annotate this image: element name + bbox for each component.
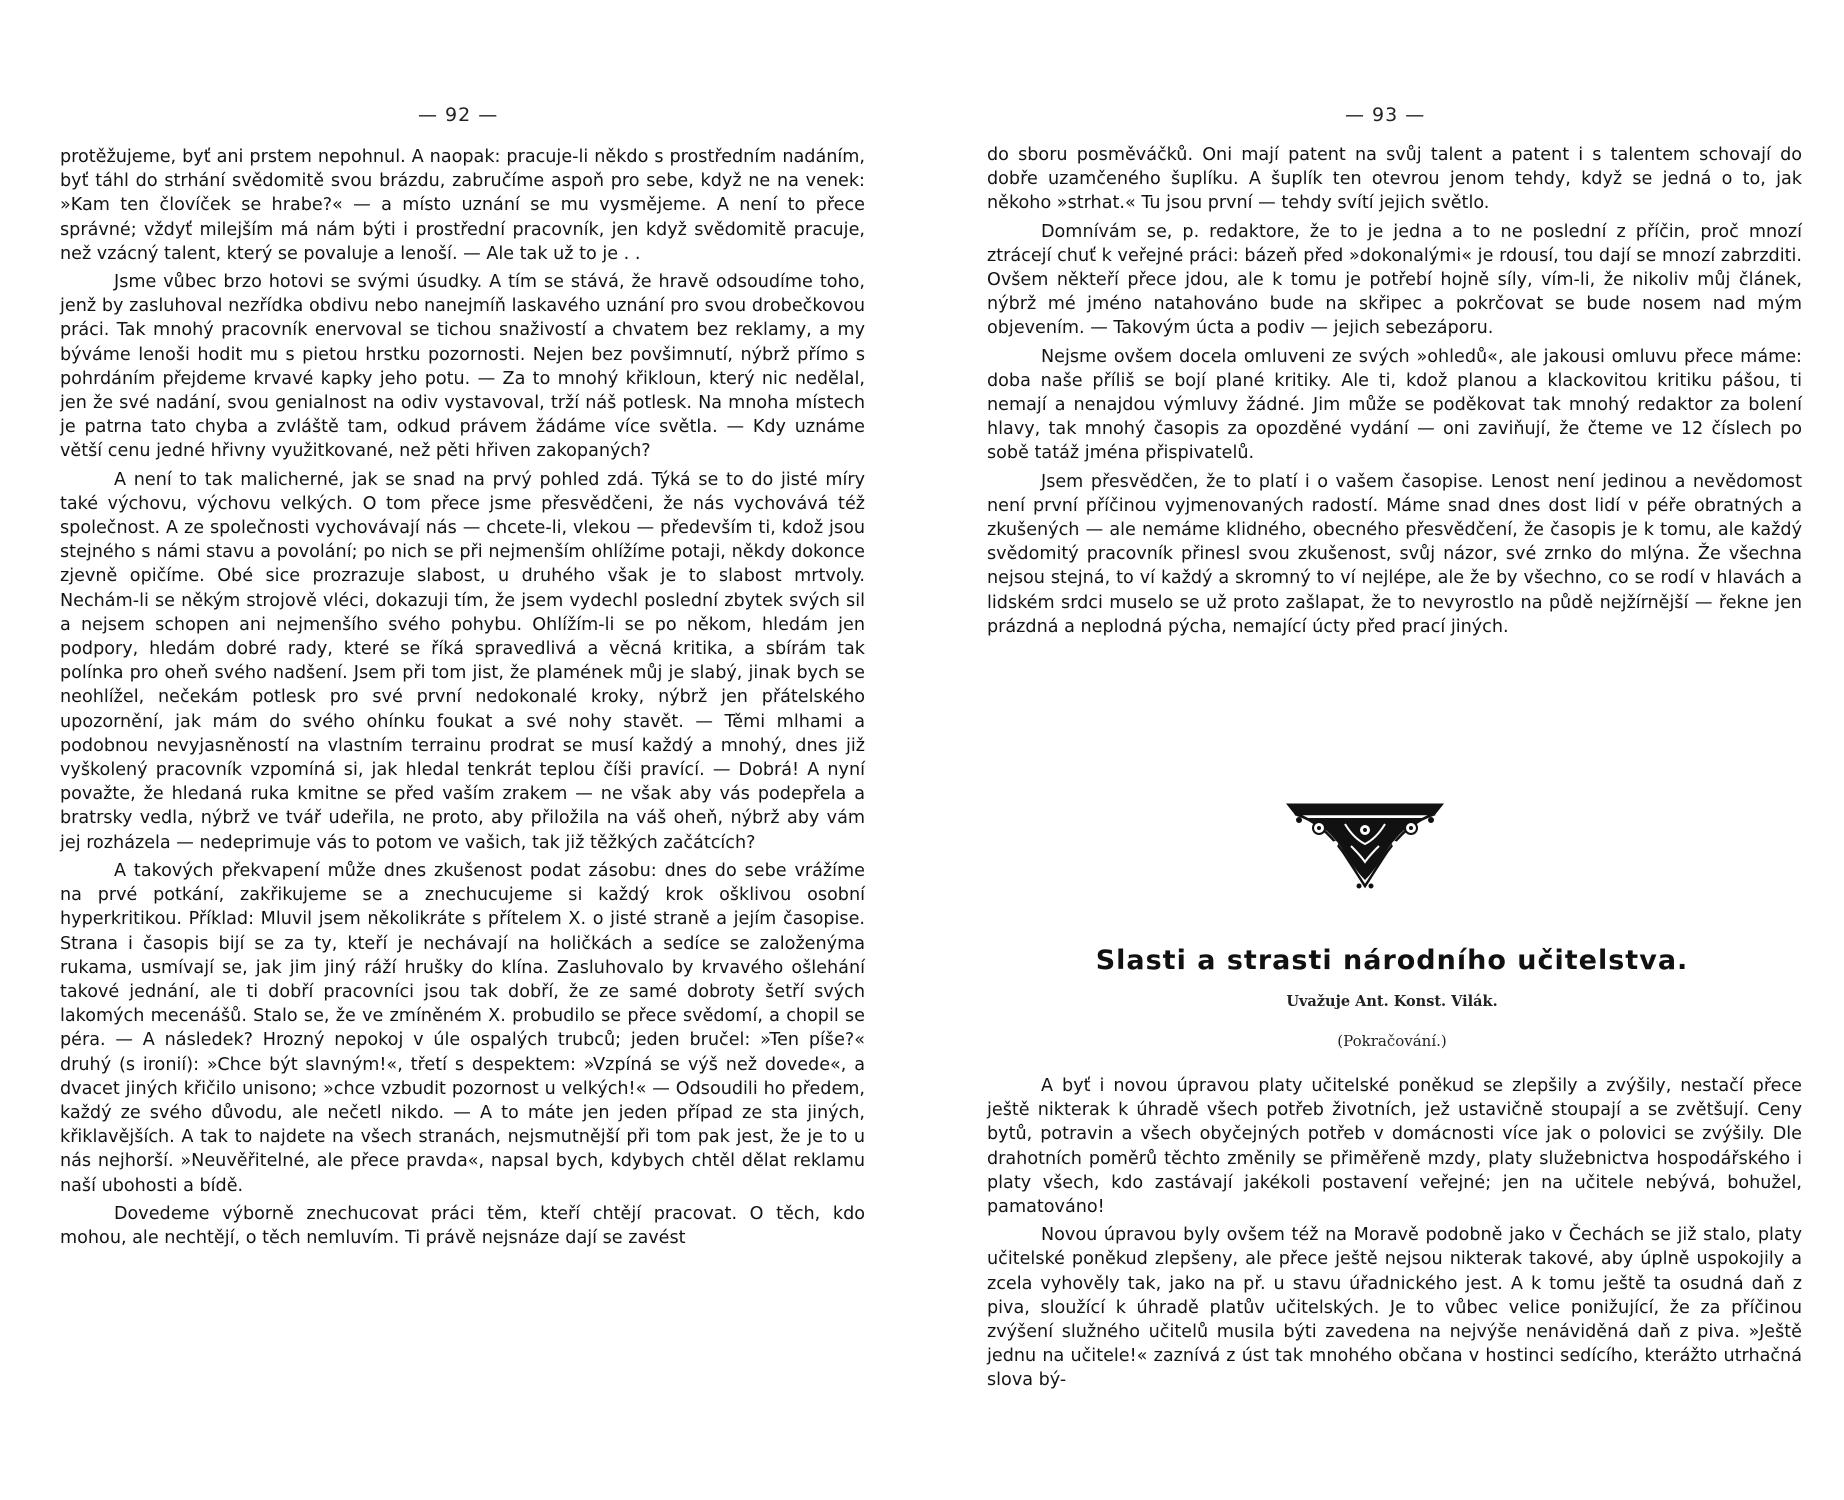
ornament-vignette [1285, 800, 1445, 890]
body-text [60, 145, 865, 1254]
paragraph: A byť i novou úpravou platy učitelské poněkud se zlepšily a zvýšily, nestačí přece ještě nikterak k úhradě všech potřeb životních, jež ustavičně stoupají a se zvětšují. Ceny bytů, potravin a všech obyčejných potřeb v domácnosti více jak o polovici se zvýšily. Dle drahotních poměrů těchto změnily se přiměřeně mzdy, platy služebnictva hospodářského i platy všech, kdo zastávají jakékoli postavení veřejné; jen na učitele nebývá, bohužel, pamatováno! [987, 1076, 1802, 1218]
paragraph: Jsem přesvědčen, že to platí i o vašem časopise. Lenost není jedinou a nevědomost není první příčinou vyjmenovaných radostí. Máme snad dnes dost lidí v péře obratných a zkušených — ale nemáme klidného, obecného přesvědčení, že časopis je k tomu, ale každý svědomitý pracovník přinesl svou zkušenost, svůj názor, své zrnko do mlýna. Že všechna nejsou stejná, to ví každý a skromný to ví nejlépe, ale že by všechno, co se rodí v hlavách a lidském srdci muselo se už proto zašlapat, že to nevyrostlo na půdě nejžírnější — řekne jen prázdná a neplodná pýcha, nemající úcty před prací jiných. [987, 471, 1802, 637]
article-title: Slasti a strasti národního učitelstva. [1095, 945, 1689, 976]
body-text [987, 143, 1802, 643]
paragraph: A není to tak malicherné, jak se snad na prvý pohled zdá. Týká se to do jisté míry také výchovu, výchovu velkých. O tom přece jsme přesvědčeni, že nás vychovává též společnost. A ze společnosti vychovávají nás — chcete-li, vlekou — především ti, kdož jsou stejného s námi stavu a povolání; po nich se při nejmenším ohlížíme potaji, někdy dokonce zjevně opičíme. Obé sice prozrazuje slabost, u druhého však je to slabost mrtvoly. Nechám-li se někým strojově vléci, dokazuji tím, že jsem vydechl poslední zbytek svých sil a nejsem schopen ani nejmenšího svého pohybu. Ohlížím-li se po někom, hledám jen podpory, hledám dobré rady, které se říká spravedlivá a věcná kritika, a sbírám tak polínka pro oheň svého nadšení. Jsem při tom jist, že plamének můj je slabý, jinak bych se neohlížel, nečekám potlesk pro své první nedokonalé kroky, nýbrž jen přátelského upozornění, jak mám do svého ohínku foukat a své nohy stavět. — Těmi mlhami a podobnou nevyjasněností na vlastním terrainu prodrat se musí každý a mnohý, dnes již vyškolený pracovník vzpomíná si, jak hledal tenkrát teplou číši pravící. — Dobrá! A nyní považte, že hledaná ruka kmitne se před vaším zrakem — ne však aby vás podepřela a bratrsky vedla, nýbrž ve tvář udeřila, ne proto, aby přiložila na váš oheň, nýbrž aby vám jej rozházela — nedeprimuje vás to potom ve vašich, tak již těžkých začátcích? [60, 469, 865, 853]
article-body [987, 1074, 1802, 1397]
paragraph: protěžujeme, byť ani prstem nepohnul. A naopak: pracuje-li někdo s prostředním nadáním, byť táhl do strhání svědomitě svou brázdu, zabručíme aspoň pro sebe, když ne na venek: »Kam ten človíček se hrabe?« — a místo uznání se mu vysmějeme. A není to přece správné; vždyť milejším má nám býti i prostřední pracovník, jen když svědomitě pracuje, než vzácný talent, který se povaluje a lenoší. — Ale tak už to je . . [60, 147, 865, 264]
right-page [922, 0, 1844, 1500]
paragraph: A takových překvapení může dnes zkušenost podat zásobu: dnes do sebe vrážíme na prvé potkání, zakřikujeme se a znechucujeme si každý krok ošklivou osobní hyperkritikou. Příklad: Mluvil jsem několikráte s přítelem X. o jisté straně a jejím časopise. Strana i časopis bijí se za ty, kteří je nechávají na holičkách a sedíce se založenýma rukama, usmívají se, jak jim jiný ráží hrušky do klína. Zasluhovalo by krvavého ošlehání takové jednání, ale ti dobří pracovníci jsou tak dobří, že ze samé dobroty šetří svých lakomých mecenášů. Stalo se, že ve zmíněném X. probudilo se přece svědomí, a chopil se péra. — A následek? Hrozný nepokoj v úle ospalých trubců; jeden bručel: »Ten píše?« druhý (s ironií): »Chce být slavným!«, třetí s despektem: »Vzpíná se výš než dovede«, a dvacet jiných křičilo unisono; »chce vzbudit pozornost u velkých!« — Odsoudili ho předem, každý ze svého důvodu, ale nečetl nikdo. — A to máte jen jeden případ ze sta jiných, křiklavějších. A tak to najdete na všech stranách, nejsmutnější při tom pak jest, že je to u nás nejhorší. »Neuvěřitelné, ale přece pravda«, napsal bych, kdybych chtěl dělat reklamu naší ubohosti a bídě. [60, 860, 865, 1196]
paragraph: Novou úpravou byly ovšem též na Moravě podobně jako v Čechách se již stalo, platy učitelské poněkud zlepšeny, ale přece ještě nejsou nikterak takové, aby úplně uspokojily a zcela vyhověly tak, jako na př. u stavu úřadnického jest. A k tomu ještě ta osudná daň z piva, sloužící k úhradě platův učitelských. Je to vůbec velice ponižující, že za příčinou zvýšení služného učitelů musila býti zavedena na nejvýše nenáviděná daň z piva. »Ještě jednu na učitele!« zaznívá z úst tak mnohého občana v hostinci sedícího, kterážto utrhačná slova bý- [987, 1225, 1802, 1391]
continued-note: (Pokračování.) [1337, 1032, 1447, 1050]
paragraph: do sboru posměváčků. Oni mají patent na svůj talent a patent i s talentem schovají do dobře uzamčeného šuplíku. A šuplík ten otevrou jenom tehdy, když se jedná o to, jak někoho »strhat.« Tu jsou první — tehdy svítí jejich světlo. [987, 145, 1802, 214]
paragraph: Dovedeme výborně znechucovat práci těm, kteří chtějí pracovat. O těch, kdo mohou, ale nechtějí, o těch nemluvím. Ti právě nejsnáze dají se zavést [60, 1203, 865, 1248]
paragraph: Nejsme ovšem docela omluveni ze svých »ohledů«, ale jakousi omluvu přece máme: doba naše příliš se bojí plané kritiky. Ale ti, kdož planou a klackovitou kritiku pášou, ti nemají a nenajdou výmluvy žádné. Jim může se poděkovat tak mnohý redaktor za bolení hlavy, tak mnohý časopis za opozděné vydání — oni zaviňují, že čteme ve 12 číslech po sobě tatáž jména přispivatelů. [987, 346, 1802, 464]
article-byline: Uvažuje Ant. Konst. Vilák. [1286, 993, 1498, 1010]
page-number: — 93 — [1345, 104, 1426, 126]
paragraph: Jsme vůbec brzo hotovi se svými úsudky. A tím se stává, že hravě odsoudíme toho, jenž by zasluhoval nezřídka obdivu nebo nanejmíň laskavého uznání pro svou drobečkovou práci. Tak mnohý pracovník enervoval se tichou snaživostí a chvatem bez reklamy, a my býváme lenoši hodit mu s pietou hrstku pozornosti. Nejen bez povšimnutí, nýbrž přímo s pohrdáním přejdeme krvavé kapky jeho potu. — Za to mnohý křikloun, který nic nedělal, jen že své nadání, svou genialnost na odiv vystavoval, trží náš potlesk. Na mnoha místech je patrna tato chyba a zvláště tam, odkud právem žádáme více světla. — Kdy uznáme větší cenu jedné hřivny využitkované, než pěti hřiven zakopaných? [60, 272, 865, 462]
page-number: — 92 — [418, 104, 499, 126]
paragraph: Domnívám se, p. redaktore, že to je jedna a to ne poslední z příčin, proč mnozí ztrácejí chuť k veřejné práci: bázeň před »dokonalými« je rdousí, tou dají se mnozí zabrzditi. Ovšem někteří přece jdou, ale k tomu je potřebí hojně síly, vím-li, že nikoliv můj článek, nýbrž mé jméno natahováno bude na skřipec a pokrčovat se bude nosem nad mým objevením. — Takovým úcta a podiv — jejich sebezáporu. [987, 221, 1802, 339]
